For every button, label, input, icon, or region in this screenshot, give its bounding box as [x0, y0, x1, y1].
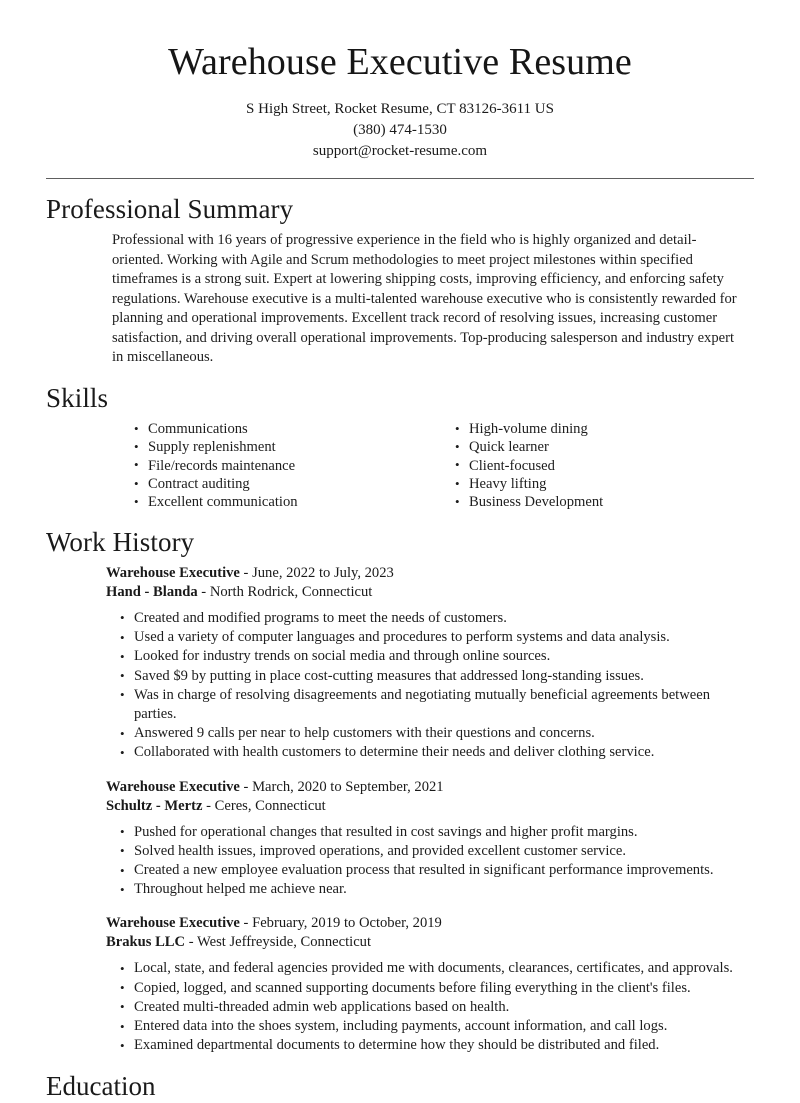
list-item: • Quick learner [455, 438, 754, 456]
job-entry [106, 914, 754, 1055]
job-title: Warehouse Executive [106, 564, 240, 581]
job-title-line [106, 914, 754, 933]
section-work-history [46, 526, 754, 1056]
job-company-line [106, 797, 754, 816]
contact-address: S High Street, Rocket Resume, CT 83126-3611 US [246, 100, 554, 117]
job-company: Brakus LLC [106, 934, 186, 951]
list-item: • Excellent communication [134, 493, 433, 511]
section-heading-skills: Skills [46, 382, 109, 413]
job-title-separator: - [239, 564, 253, 581]
summary-body [46, 231, 754, 368]
list-item: • Heavy lifting [455, 475, 754, 493]
list-item: • Local, state, and federal agencies provided me with documents, clearances, certificates, and approvals. [120, 959, 748, 978]
list-item: • Copied, logged, and scanned supporting documents before filing everything in the client's files. [120, 979, 748, 998]
section-heading-summary: Professional Summary [46, 193, 294, 224]
list-item: • Contract auditing [134, 475, 433, 493]
list-item: • File/records maintenance [134, 457, 433, 475]
skills-columns [46, 420, 754, 511]
job-bullets [106, 959, 754, 1055]
job-company-line [106, 583, 754, 602]
list-item: • Examined departmental documents to determine how they should be distributed and filed. [120, 1036, 748, 1055]
job-company-line [106, 933, 754, 952]
contact-phone: (380) 474-1530 [353, 121, 447, 138]
page-title: Warehouse Executive Resume [168, 41, 632, 83]
contact-email: support@rocket-resume.com [312, 142, 488, 159]
list-item: • Collaborated with health customers to determine their needs and deliver clothing service. [120, 743, 748, 762]
list-item: • High-volume dining [455, 420, 754, 438]
list-item: • Used a variety of computer languages and procedures to perform systems and data analysis. [120, 628, 748, 647]
list-item: • Supply replenishment [134, 438, 433, 456]
section-heading-education: Education [46, 1071, 156, 1102]
list-item: • Business Development [455, 493, 754, 511]
skills-column-right [433, 420, 754, 511]
skills-list-right [433, 420, 754, 511]
job-title-separator: - [239, 915, 253, 932]
job-company-separator: - [197, 583, 210, 600]
list-item: • Looked for industry trends on social media and through online sources. [120, 647, 748, 666]
job-title-separator: - [239, 778, 253, 795]
section-skills [46, 382, 754, 512]
job-title-line [106, 564, 754, 583]
job-dates: February, 2019 to October, 2019 [252, 915, 442, 932]
list-item: • Throughout helped me achieve near. [120, 880, 748, 899]
list-item: • Was in charge of resolving disagreements and negotiating mutually beneficial agreements between parties. [120, 686, 748, 724]
list-item: • Created a new employee evaluation process that resulted in significant performance improvements. [120, 861, 748, 880]
job-bullets [106, 823, 754, 900]
job-entry [106, 778, 754, 900]
job-dates: June, 2022 to July, 2023 [252, 564, 394, 581]
list-item: • Solved health issues, improved operations, and provided excellent customer service. [120, 842, 748, 861]
list-item: • Answered 9 calls per near to help customers with their questions and concerns. [120, 724, 748, 743]
section-professional-summary [46, 193, 754, 368]
job-title: Warehouse Executive [106, 778, 240, 795]
list-item: • Client-focused [455, 457, 754, 475]
job-location: West Jeffreyside, Connecticut [196, 934, 372, 951]
job-company-separator: - [202, 797, 215, 814]
list-item: • Saved $9 by putting in place cost-cutting measures that addressed long-standing issues. [120, 667, 748, 686]
list-item: • Pushed for operational changes that resulted in cost savings and higher profit margins. [120, 823, 748, 842]
job-dates: March, 2020 to September, 2021 [252, 778, 444, 795]
contact-block [46, 99, 754, 162]
job-bullets [106, 609, 754, 763]
job-company: Hand - Blanda [106, 583, 198, 600]
job-entry [106, 564, 754, 763]
jobs-list [46, 564, 754, 1055]
job-company: Schultz - Mertz [106, 797, 203, 814]
header-divider [46, 178, 754, 179]
list-item: • Communications [134, 420, 433, 438]
section-heading-work-history: Work History [46, 526, 195, 557]
skills-column-left [112, 420, 433, 511]
job-location: North Rodrick, Connecticut [209, 583, 373, 600]
skills-list-left [112, 420, 433, 511]
job-company-separator: - [185, 934, 197, 951]
job-title: Warehouse Executive [106, 915, 240, 932]
list-item: • Created and modified programs to meet the needs of customers. [120, 609, 748, 628]
job-title-line [106, 778, 754, 797]
job-location: Ceres, Connecticut [214, 797, 326, 814]
list-item: • Entered data into the shoes system, including payments, account information, and call logs. [120, 1017, 748, 1036]
list-item: • Created multi-threaded admin web applications based on health. [120, 998, 748, 1017]
summary-text: Professional with 16 years of progressive experience in the field who is highly organized and detail-oriented. Working with Agile and Scrum methodologies to meet project milestones within specified timeframes is a strong suit. Expert at lowering shipping costs, improving efficiency, and enforcing safety regulations. Warehouse executive is a multi-talented warehouse executive who is consistently rewarded for planning and operational improvements. Excellent track record of resolving issues, increasing customer satisfaction, and driving overall operational improvements. Top-producing salesperson and industry expert in miscellaneous. [112, 232, 737, 366]
